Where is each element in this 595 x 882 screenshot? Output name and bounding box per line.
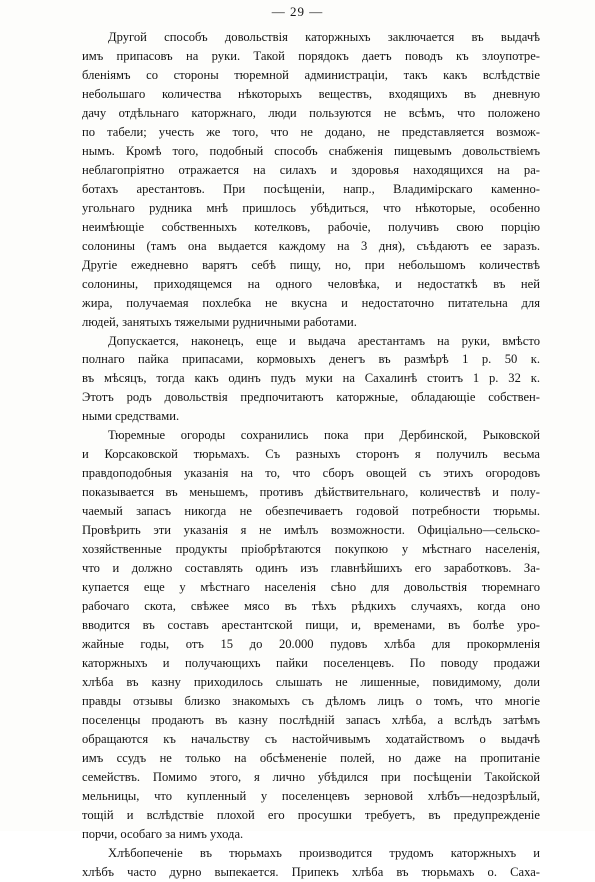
text-line: солонины (тамъ она выдается каждому на 3 дня), съѣдаютъ ее заразъ. (82, 238, 540, 253)
text-line: купается еще у мѣстнаго населенія сѣно для довольствія тюремнаго (82, 580, 540, 595)
text-line: дачу отдѣльнаго каторжнаго, люди пользуются не всѣмъ, что положено (82, 105, 540, 120)
page-number: — 29 — (271, 4, 324, 19)
text-line: хлѣбъ часто дурно выпекается. Припекъ хлѣба въ тюрьмахъ о. Саха- (82, 864, 540, 879)
text-line: бленіямъ со стороны тюремной администраціи, такъ какъ вслѣдствіе (82, 67, 540, 82)
text-line: Другой способъ довольствія каторжныхъ заключается въ выдачѣ (108, 30, 540, 44)
text-line: небольшаго количества нѣкоторыхъ веществъ, входящихъ въ дневную (82, 86, 540, 101)
text-line: правды отзывы близко знакомыхъ съ дѣломъ лицъ о томъ, что многіе (82, 693, 540, 708)
text-line: мельницы, что купленный у поселенцевъ зерновой хлѣбъ—недозрѣлый, (82, 788, 540, 803)
text-line: ными средствами. (82, 409, 180, 424)
text-line: имъ ссудъ не только на обсѣмененіе полей, но даже на пропитаніе (82, 750, 540, 765)
text-line: угольнаго рудника мнѣ пришлось убѣдиться, что нѣкоторые, особенно (82, 200, 540, 215)
text-line: вводится въ составъ арестантской пищи, и, временами, въ болѣе уро- (82, 618, 540, 633)
body-text (82, 28, 540, 882)
text-line: правдоподобныя указанія на то, что сборъ овощей съ этихъ огородовъ (82, 466, 540, 481)
text-line: людей, занятыхъ тяжелыми рудничными работами. (82, 314, 357, 329)
text-line: хлѣба въ казну приходилось слышать не лишенные, повидимому, доли (82, 674, 540, 689)
text-line: каторжныхъ и получающихъ пайки поселенцевъ. По поводу продажи (82, 655, 540, 670)
text-line: жира, получаемая похлебка не вкусна и недостаточно питательна для (82, 295, 540, 310)
text-line: неимѣющіе собственныхъ котелковъ, рабочіе, получивъ свою порцію (82, 219, 540, 234)
text-line: полнаго пайка припасами, кормовыхъ денегъ въ размѣрѣ 1 р. 50 к. (82, 352, 540, 367)
text-line: Провѣрить эти указанія я не имѣлъ возможности. Офиціально—сельско- (82, 523, 540, 538)
text-line: Тюремные огороды сохранились пока при Дербинской, Рыковской (108, 428, 540, 443)
text-line: Другіе ежедневно варятъ себѣ пищу, но, при небольшомъ количествѣ (82, 257, 540, 272)
text-line: нымъ. Кромѣ того, подобный способъ снабженія пищевымъ довольствіемъ (82, 143, 540, 158)
text-line: рабочаго скота, свѣжее мясо въ тѣхъ рѣдкихъ случаяхъ, когда оно (82, 599, 540, 614)
text-line: тощій и вслѣдствіе плохой его просушки требуетъ, въ предупрежденіе (82, 807, 540, 822)
text-line: и Корсаковской тюрьмахъ. Съ разныхъ сторонъ я получилъ весьма (82, 447, 540, 462)
text-line: хозяйственные продукты пріобрѣтаются покупкою у мѣстнаго населенія, (82, 542, 540, 557)
text-line: что и должно составлять одинъ изъ главнѣйшихъ его заработковъ. За- (82, 561, 540, 576)
text-line: ботахъ арестантовъ. При посѣщеніи, напр., Владимірскаго каменно- (82, 181, 540, 196)
text-line: Хлѣбопеченіе въ тюрьмахъ производится трудомъ каторжныхъ и (108, 845, 540, 860)
text-line: имъ припасовъ на руки. Такой порядокъ даетъ поводъ къ злоупотре- (82, 48, 540, 63)
text-line: жайные годы, отъ 15 до 20.000 пудовъ хлѣба для прокормленія (82, 637, 540, 651)
text-line: неблагопріятно отражается на силахъ и здоровья находящихся на ра- (82, 162, 540, 177)
text-line: чаемый запасъ никогда не обезпечиваетъ годовой потребности тюрьмы. (82, 504, 540, 519)
text-line: по табели; учесть же того, что не додано, не представляется возмож- (82, 124, 540, 139)
text-line: показывается въ меньшемъ, противъ дѣйствительнаго, количествѣ и полу- (82, 485, 540, 500)
text-line: Допускается, наконецъ, еще и выдача арестантамъ на руки, вмѣсто (108, 333, 540, 348)
text-line: поселенцы продаютъ въ казну послѣдній запасъ хлѣба, а вслѣдъ затѣмъ (82, 712, 540, 727)
text-line: Этотъ родъ довольствія предпочитаютъ каторжные, обладающіе собствен- (82, 390, 540, 405)
text-line: порчи, особаго за нимъ ухода. (82, 826, 244, 841)
text-line: солонины, приходящемся на одного человѣка, и недостаткѣ въ ней (82, 276, 540, 291)
text-line: въ мѣсяцъ, тогда какъ одинъ пудъ муки на Сахалинѣ стоитъ 1 р. 32 к. (82, 371, 540, 386)
text-line: обращаются къ начальству съ настойчивымъ ходатайствомъ о выдачѣ (82, 731, 540, 746)
text-line: семействъ. Помимо этого, я лично убѣдился при посѣщеніи Такойской (82, 769, 540, 784)
